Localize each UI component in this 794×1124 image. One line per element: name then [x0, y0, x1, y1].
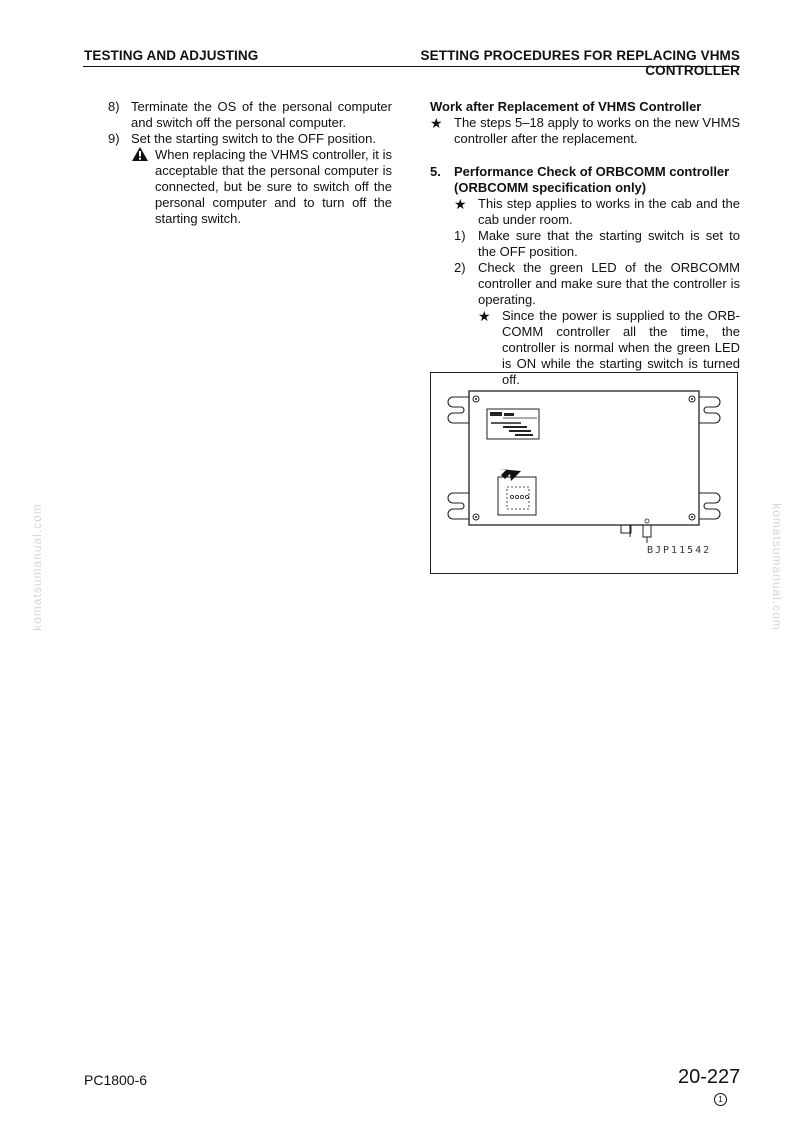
item-8-text: Terminate the OS of the personal computer and switch off the personal computer.	[131, 99, 392, 130]
warning-triangle-icon	[131, 146, 149, 162]
header-right: SETTING PROCEDURES FOR REPLACING VHMS CONTROLLER	[420, 48, 740, 78]
revision-mark: 1	[714, 1093, 727, 1106]
step-1-number: 1)	[454, 228, 466, 243]
item-9-number: 9)	[108, 131, 120, 146]
section-5-title-line1: Performance Check of ORBCOMM controller	[454, 164, 730, 179]
orbcomm-controller-drawing	[431, 373, 737, 573]
section-5-note: This step applies to works in the cab and the cab under room.	[478, 196, 740, 227]
star-icon: ★	[478, 308, 491, 324]
header-rule	[83, 66, 740, 67]
step-2-number: 2)	[454, 260, 466, 275]
watermark-left: komatsumanual.com	[29, 503, 44, 631]
controller-figure	[430, 372, 738, 574]
item-8-number: 8)	[108, 99, 120, 114]
step-2-note: Since the power is supplied to the ORB-COMM controller all the time, the controller is normal when the green LED is ON while the starting switch is turned off.	[502, 308, 740, 387]
footer-page-number: 20-227	[678, 1066, 741, 1088]
watermark-right: komatsumanual.com	[769, 503, 784, 631]
star-icon: ★	[430, 115, 443, 131]
item-9-warning: When replacing the VHMS controller, it is acceptable that the personal computer is connected, but be sure to switch off the personal computer and to turn off the starting switch.	[155, 147, 392, 226]
step-1-text: Make sure that the starting switch is set to the OFF position.	[478, 228, 740, 259]
section-5-number: 5.	[430, 164, 441, 179]
footer-model: PC1800-6	[84, 1072, 148, 1088]
section-5-title-line2: (ORBCOMM specification only)	[454, 180, 647, 195]
item-9-text: Set the starting switch to the OFF position.	[131, 131, 376, 146]
star-icon: ★	[454, 196, 467, 212]
header-left: TESTING AND ADJUSTING	[84, 48, 259, 63]
work-after-title: Work after Replacement of VHMS Controller	[430, 99, 702, 114]
step-2-text: Check the green LED of the ORBCOMM controller and make sure that the controller is operating.	[478, 260, 740, 307]
work-after-note: The steps 5–18 apply to works on the new VHMS controller after the replacement.	[454, 115, 740, 146]
figure-code: BJP11542	[647, 545, 712, 556]
